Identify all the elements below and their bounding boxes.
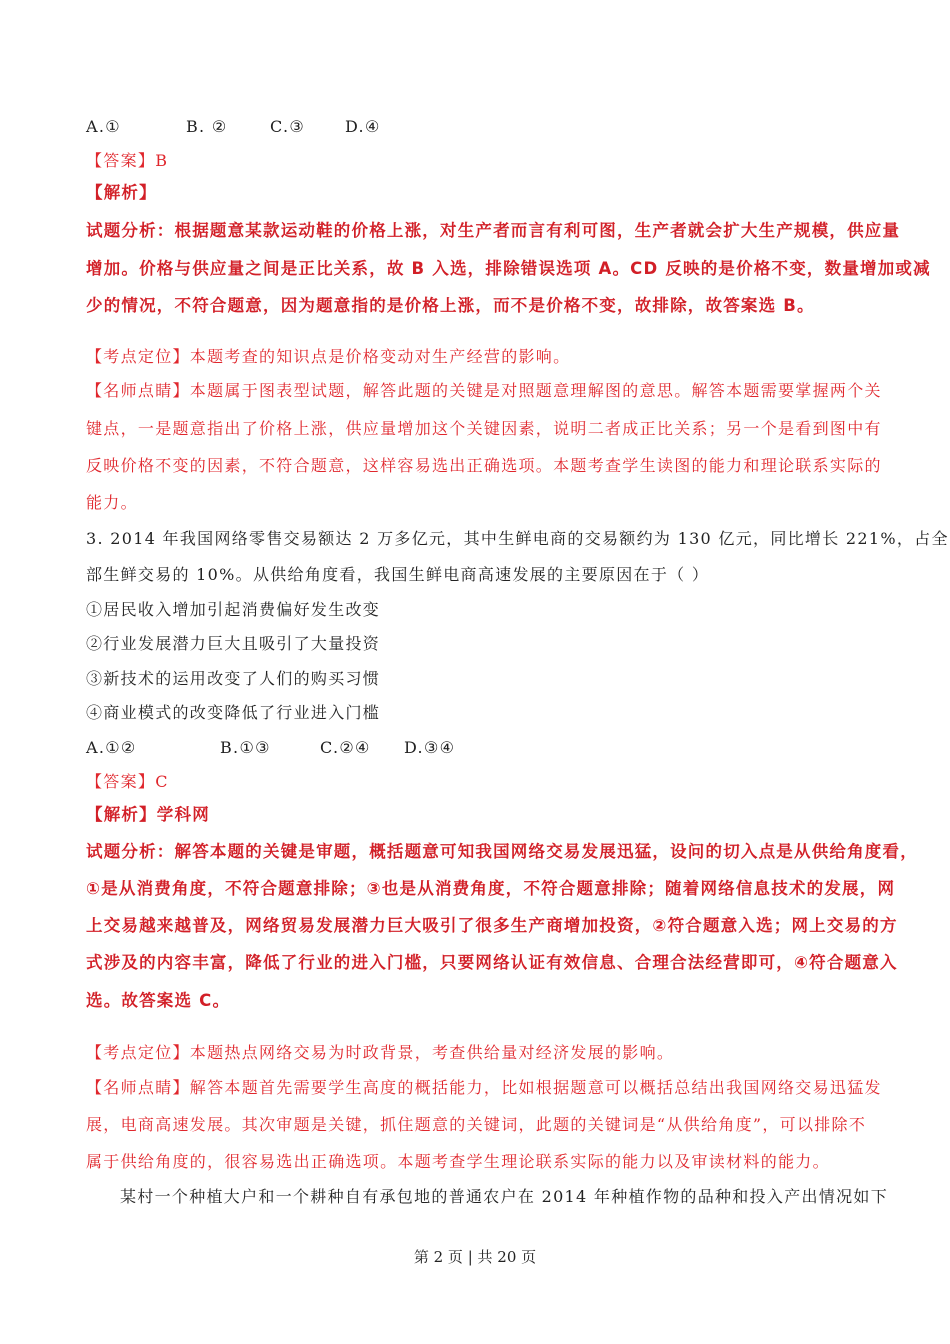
q2-analysis-line: 少的情况，不符合题意，因为题意指的是价格上涨，而不是价格不变，故排除，故答案选 B。 xyxy=(86,296,815,315)
q3-statement: ②行业发展潜力巨大且吸引了大量投资 xyxy=(86,634,381,653)
option-c: C.②④ xyxy=(320,738,371,757)
option-c: C.③ xyxy=(270,117,306,136)
q3-mingshi-line: 属于供给角度的，很容易选出正确选项。本题考查学生理论联系实际的能力以及审读材料的能力。 xyxy=(86,1152,830,1171)
q3-analysis-line: 选。故答案选 C。 xyxy=(86,991,231,1010)
q3-analysis-line: 上交易越来越普及，网络贸易发展潜力巨大吸引了很多生产商增加投资，②符合题意入选；网上交易的方 xyxy=(86,916,898,935)
q3-mingshi-line: 【名师点睛】解答本题首先需要学生高度的概括能力，比如根据题意可以概括总结出我国网络交易迅猛发 xyxy=(86,1078,882,1097)
q3-stem-line: 3. 2014 年我国网络零售交易额达 2 万多亿元，其中生鲜电商的交易额约为 130 亿元，同比增长 221%，占全 xyxy=(86,529,949,548)
q2-analysis-label: 【解析】 xyxy=(86,183,157,202)
q3-kaodian: 【考点定位】本题热点网络交易为时政背景，考查供给量对经济发展的影响。 xyxy=(86,1043,675,1062)
q3-analysis-line: ①是从消费角度，不符合题意排除；③也是从消费角度，不符合题意排除；随着网络信息技术的发展，网 xyxy=(86,879,896,898)
option-b: B. ② xyxy=(186,117,228,136)
q2-mingshi-line: 能力。 xyxy=(86,493,138,512)
option-a: A.①② xyxy=(86,738,137,757)
q3-analysis-line: 试题分析：解答本题的关键是审题，概括题意可知我国网络交易发展迅猛，设问的切入点是从供给角度看， xyxy=(86,842,918,861)
q3-mingshi-line: 展，电商高速发展。其次审题是关键，抓住题意的关键词，此题的关键词是“从供给角度”，可以排除不 xyxy=(86,1115,867,1134)
q3-statement: ③新技术的运用改变了人们的购买习惯 xyxy=(86,669,381,688)
option-d: D.③④ xyxy=(404,738,456,757)
q2-mingshi-line: 键点，一是题意指出了价格上涨，供应量增加这个关键因素，说明二者成正比关系；另一个是看到图中有 xyxy=(86,419,882,438)
q2-mingshi-line: 【名师点睛】本题属于图表型试题，解答此题的关键是对照题意理解图的意思。解答本题需要掌握两个关 xyxy=(86,381,882,400)
q2-mingshi-line: 反映价格不变的因素，不符合题意，这样容易选出正确选项。本题考查学生读图的能力和理论联系实际的 xyxy=(86,456,882,475)
option-a: A.① xyxy=(86,117,121,136)
q3-analysis-line: 式涉及的内容丰富，降低了行业的进入门槛，只要网络认证有效信息、合理合法经营即可，④符合题意入 xyxy=(86,953,898,972)
q3-answer: 【答案】C xyxy=(86,772,169,791)
q2-analysis-line: 增加。价格与供应量之间是正比关系，故 B 入选，排除错误选项 A。CD 反映的是价格不变，数量增加或减 xyxy=(86,259,931,278)
q2-analysis-line: 试题分析：根据题意某款运动鞋的价格上涨，对生产者而言有利可图，生产者就会扩大生产规模，供应量 xyxy=(86,221,901,240)
q3-stem-line: 部生鲜交易的 10%。从供给角度看，我国生鲜电商高速发展的主要原因在于（ ） xyxy=(86,565,710,584)
q4-intro: 某村一个种植大户和一个耕种自有承包地的普通农户在 2014 年种植作物的品种和投入产出情况如下 xyxy=(120,1187,888,1206)
option-b: B.①③ xyxy=(220,738,271,757)
q2-kaodian: 【考点定位】本题考查的知识点是价格变动对生产经营的影响。 xyxy=(86,347,571,366)
q3-statement: ①居民收入增加引起消费偏好发生改变 xyxy=(86,600,381,619)
q2-answer: 【答案】B xyxy=(86,151,169,170)
q3-analysis-label: 【解析】学科网 xyxy=(86,805,210,824)
option-d: D.④ xyxy=(345,117,381,136)
page-footer: 第 2 页 | 共 20 页 xyxy=(413,1248,537,1266)
q3-statement: ④商业模式的改变降低了行业进入门槛 xyxy=(86,703,381,722)
